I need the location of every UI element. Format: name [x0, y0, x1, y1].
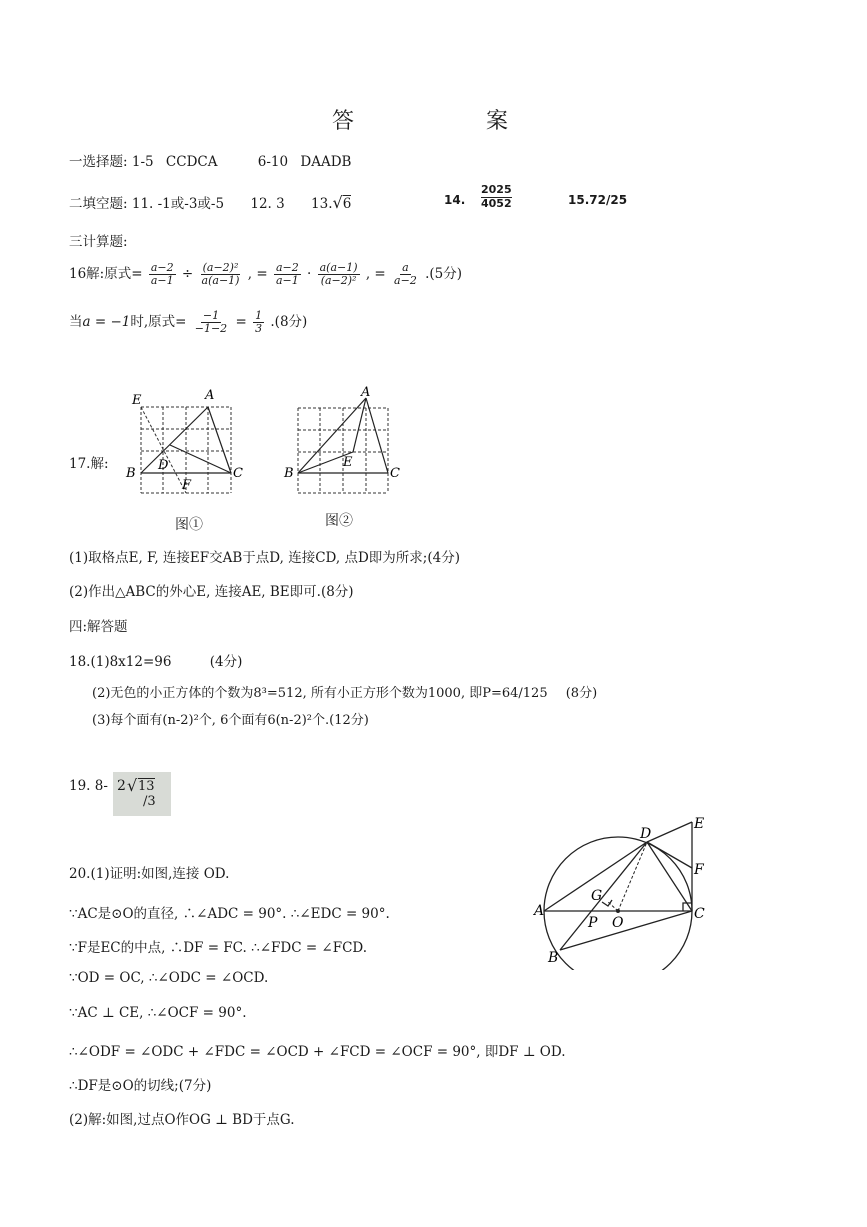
q16-frac1	[149, 262, 176, 287]
q19-answer-box	[113, 772, 171, 816]
q16-lead: 16解:原式=	[69, 266, 143, 283]
q20-line7: ∴DF是⊙O的切线;(7分)	[69, 1078, 212, 1094]
q16-frac6-num: −1	[202, 309, 220, 322]
q16-frac3-num: a−2	[275, 261, 299, 274]
fig1-caption: 图①	[175, 517, 203, 533]
title-left: 答	[332, 109, 355, 134]
sec1-line	[69, 150, 351, 170]
sec1-answer2: DAADB	[300, 154, 352, 170]
q16-then: 时,原式=	[130, 314, 187, 331]
q16-frac4-den: (a−2)²	[320, 274, 357, 288]
q16-when: 当	[69, 314, 83, 331]
q20-line3: ∵F是EC的中点, ∴DF = FC. ∴∠FDC = ∠FCD.	[69, 940, 368, 956]
q20-line4: ∵OD = OC, ∴∠ODC = ∠OCD.	[69, 970, 269, 986]
q16-frac1-den: a−1	[150, 274, 174, 288]
sec1-answer1: CCDCA	[165, 154, 218, 170]
q16-frac5-num: a	[402, 261, 409, 274]
q16-frac2-num: (a−2)²	[202, 261, 239, 274]
q16-cond: a = −1	[82, 314, 131, 331]
q19-tail: /3	[143, 794, 156, 809]
q17-part1: (1)取格点E, F, 连接EF交AB于点D, 连接CD, 点D即为所求;(4分)	[69, 550, 460, 566]
q17-figure-1	[120, 385, 255, 500]
fig2-label-E: E	[343, 455, 353, 470]
fig1-label-E: E	[132, 393, 142, 408]
q18-line2	[92, 682, 597, 701]
sec1-range2: 6-10	[257, 154, 289, 170]
q18-part2: (2)无色的小正方体的个数为8³=512, 所有小正方形个数为1000, 即P=64/125	[92, 686, 548, 701]
fig20-label-D: D	[640, 826, 652, 842]
sec4-label: 四:解答题	[69, 619, 128, 635]
fig1-label-B: B	[126, 466, 136, 481]
q16-frac4	[318, 262, 360, 287]
q16-frac5	[392, 262, 419, 287]
fig20-label-O: O	[612, 915, 624, 931]
fig1-label-F: F	[182, 478, 192, 493]
fig20-label-B: B	[548, 950, 559, 966]
q20-line6: ∴∠ODF = ∠ODC + ∠FDC = ∠OCD + ∠FCD = ∠OCF = 90°, 即DF ⊥ OD.	[69, 1044, 566, 1060]
q16-eq3: , =	[365, 266, 386, 283]
fig1-label-A: A	[205, 388, 215, 403]
fig20-label-G: G	[591, 888, 603, 904]
q16-frac2	[200, 262, 242, 287]
q16-frac5-den: a−2	[394, 274, 417, 288]
q19-sqrt-symbol: √	[127, 776, 138, 795]
fig1-label-C: C	[233, 466, 243, 481]
q16-frac6	[193, 310, 229, 335]
fig20-label-E: E	[694, 816, 705, 832]
q16-eq4: =	[235, 314, 247, 331]
q14: 14.	[444, 193, 466, 207]
q20-line8: (2)解:如图,过点O作OG ⊥ BD于点G.	[69, 1112, 295, 1128]
q17-lead: 17.解:	[69, 456, 109, 472]
q14-denominator: 4052	[481, 196, 512, 210]
sec1-range1: 1-5	[131, 154, 154, 170]
q16-frac7-num: 1	[255, 309, 263, 322]
q18-part3: (3)每个面有(n-2)²个, 6个面有6(n-2)²个.(12分)	[92, 713, 369, 728]
q20-line5: ∵AC ⊥ CE, ∴∠OCF = 90°.	[69, 1005, 247, 1021]
q17-figure-2	[278, 380, 408, 495]
q14-numerator: 2025	[481, 183, 512, 196]
q16-score2: .(8分)	[270, 314, 308, 331]
q16-frac4-num: a(a−1)	[319, 261, 358, 274]
q15: 15.72/25	[568, 193, 628, 207]
q18-part1: 18.(1)8x12=96	[69, 654, 172, 670]
q16-frac2-den: a(a−1)	[201, 274, 240, 288]
q17-part2: (2)作出△ABC的外心E, 连接AE, BE即可.(8分)	[69, 584, 354, 600]
q11: 11. -1或-3或-5	[131, 196, 225, 212]
fig2-label-B: B	[284, 466, 294, 481]
q20-circle-figure	[530, 810, 730, 970]
sec3-label: 三计算题:	[69, 234, 128, 250]
q16-score: .(5分)	[425, 266, 463, 283]
q16-frac1-num: a−2	[150, 261, 174, 274]
sec2-line	[69, 192, 351, 212]
sqrt-symbol: √	[332, 193, 343, 212]
fig20-label-C: C	[694, 906, 705, 922]
fig2-caption: 图②	[325, 513, 353, 529]
q16-div: ÷	[181, 266, 194, 283]
title-right: 案	[486, 109, 509, 134]
q16-dot: ·	[307, 266, 312, 283]
q18-part1-score: (4分)	[209, 654, 243, 670]
circle-O	[544, 837, 692, 970]
q16-eq2: , =	[247, 266, 268, 283]
q16-frac6-den: −1−2	[194, 322, 228, 336]
q16-line1	[69, 262, 462, 287]
q12: 12. 3	[250, 196, 285, 212]
q20-line1: 20.(1)证明:如图,连接 OD.	[69, 866, 230, 882]
fig20-label-A: A	[534, 903, 545, 919]
fig1-label-D: D	[158, 458, 169, 473]
fig2-label-C: C	[390, 466, 400, 481]
sec2-label: 二填空题:	[69, 196, 128, 212]
fig20-label-P: P	[588, 915, 598, 931]
q19-lead: 19. 8-	[69, 778, 108, 794]
q16-frac3	[274, 262, 301, 287]
q16-frac3-den: a−1	[275, 274, 299, 288]
q18-part2-score: (8分)	[565, 686, 598, 701]
fig2-label-A: A	[361, 385, 371, 400]
q20-line2: ∵AC是⊙O的直径, ∴∠ADC = 90°. ∴∠EDC = 90°.	[69, 906, 390, 922]
sec1-label: 一选择题:	[69, 154, 128, 170]
fig20-label-F: F	[694, 862, 704, 878]
q16-frac7	[253, 310, 264, 335]
q19-radicand: 13	[138, 779, 155, 794]
q18-line1	[69, 650, 242, 670]
q16-frac7-den: 3	[255, 322, 263, 336]
q13: 13.	[311, 196, 333, 212]
q13-radicand: 6	[342, 196, 352, 212]
q16-line2	[69, 310, 307, 335]
q14-fraction	[481, 184, 512, 210]
q19-coef: 2	[117, 778, 126, 794]
